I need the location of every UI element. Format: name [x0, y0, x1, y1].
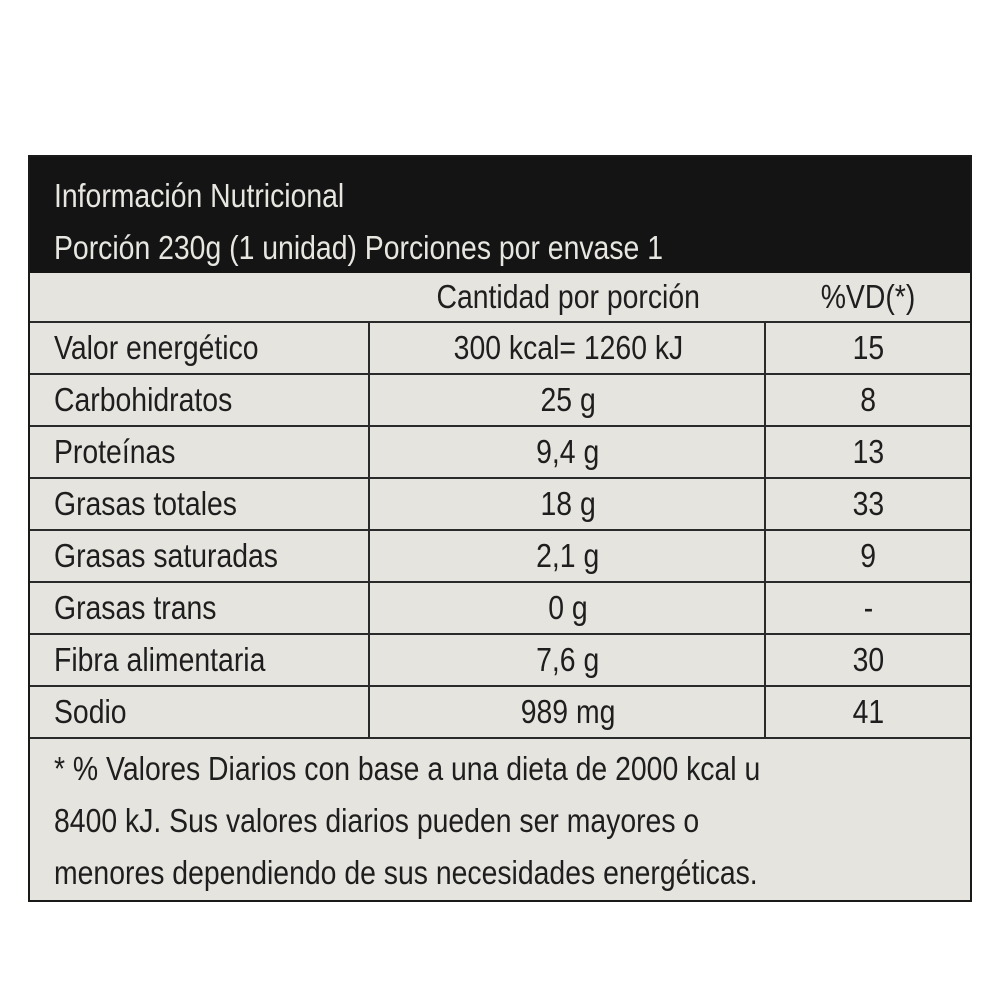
nutrient-daily-value: 30 [852, 641, 884, 678]
nutrient-daily-value: - [863, 589, 873, 626]
daily-value-column-header: %VD(*) [820, 278, 916, 315]
table-row [30, 479, 970, 531]
nutrition-header [30, 157, 970, 273]
nutrient-amount: 0 g [548, 589, 588, 626]
nutrient-name: Grasas saturadas [54, 537, 279, 574]
nutrient-name: Fibra alimentaria [54, 641, 266, 678]
table-row [30, 687, 970, 739]
nutrient-daily-value: 8 [860, 381, 876, 418]
table-row [30, 427, 970, 479]
table-row [30, 635, 970, 687]
nutrient-name: Valor energético [54, 329, 259, 366]
nutrient-name: Carbohidratos [54, 381, 233, 418]
nutrient-amount: 18 g [540, 485, 596, 522]
nutrient-amount: 2,1 g [536, 537, 600, 574]
nutrient-amount: 9,4 g [536, 433, 600, 470]
nutrient-name: Grasas totales [54, 485, 237, 522]
nutrient-name: Grasas trans [54, 589, 217, 626]
nutrient-name: Sodio [54, 693, 127, 730]
serving-info: Porción 230g (1 unidad) Porciones por envase 1 [54, 229, 663, 266]
table-row [30, 531, 970, 583]
column-header-row [30, 273, 970, 323]
nutrient-daily-value: 9 [860, 537, 876, 574]
daily-value-footnote [54, 743, 954, 899]
nutrient-amount: 989 mg [520, 693, 616, 730]
nutrition-facts-label [28, 155, 972, 902]
amount-column-header: Cantidad por porción [436, 278, 700, 315]
nutrient-amount: 300 kcal= 1260 kJ [453, 329, 683, 366]
footnote-line: menores dependiendo de sus necesidades energéticas. [54, 854, 758, 891]
table-row [30, 375, 970, 427]
table-row [30, 323, 970, 375]
footnote-line: 8400 kJ. Sus valores diarios pueden ser mayores o [54, 802, 700, 839]
nutrient-amount: 7,6 g [536, 641, 600, 678]
nutrient-daily-value: 33 [852, 485, 884, 522]
nutrient-name: Proteínas [54, 433, 176, 470]
table-row [30, 583, 970, 635]
footnote-line: * % Valores Diarios con base a una dieta de 2000 kcal u [54, 750, 761, 787]
nutrient-daily-value: 13 [852, 433, 884, 470]
nutrient-amount: 25 g [540, 381, 596, 418]
nutrient-daily-value: 41 [852, 693, 884, 730]
nutrient-daily-value: 15 [852, 329, 884, 366]
nutrition-title: Información Nutricional [54, 177, 345, 214]
